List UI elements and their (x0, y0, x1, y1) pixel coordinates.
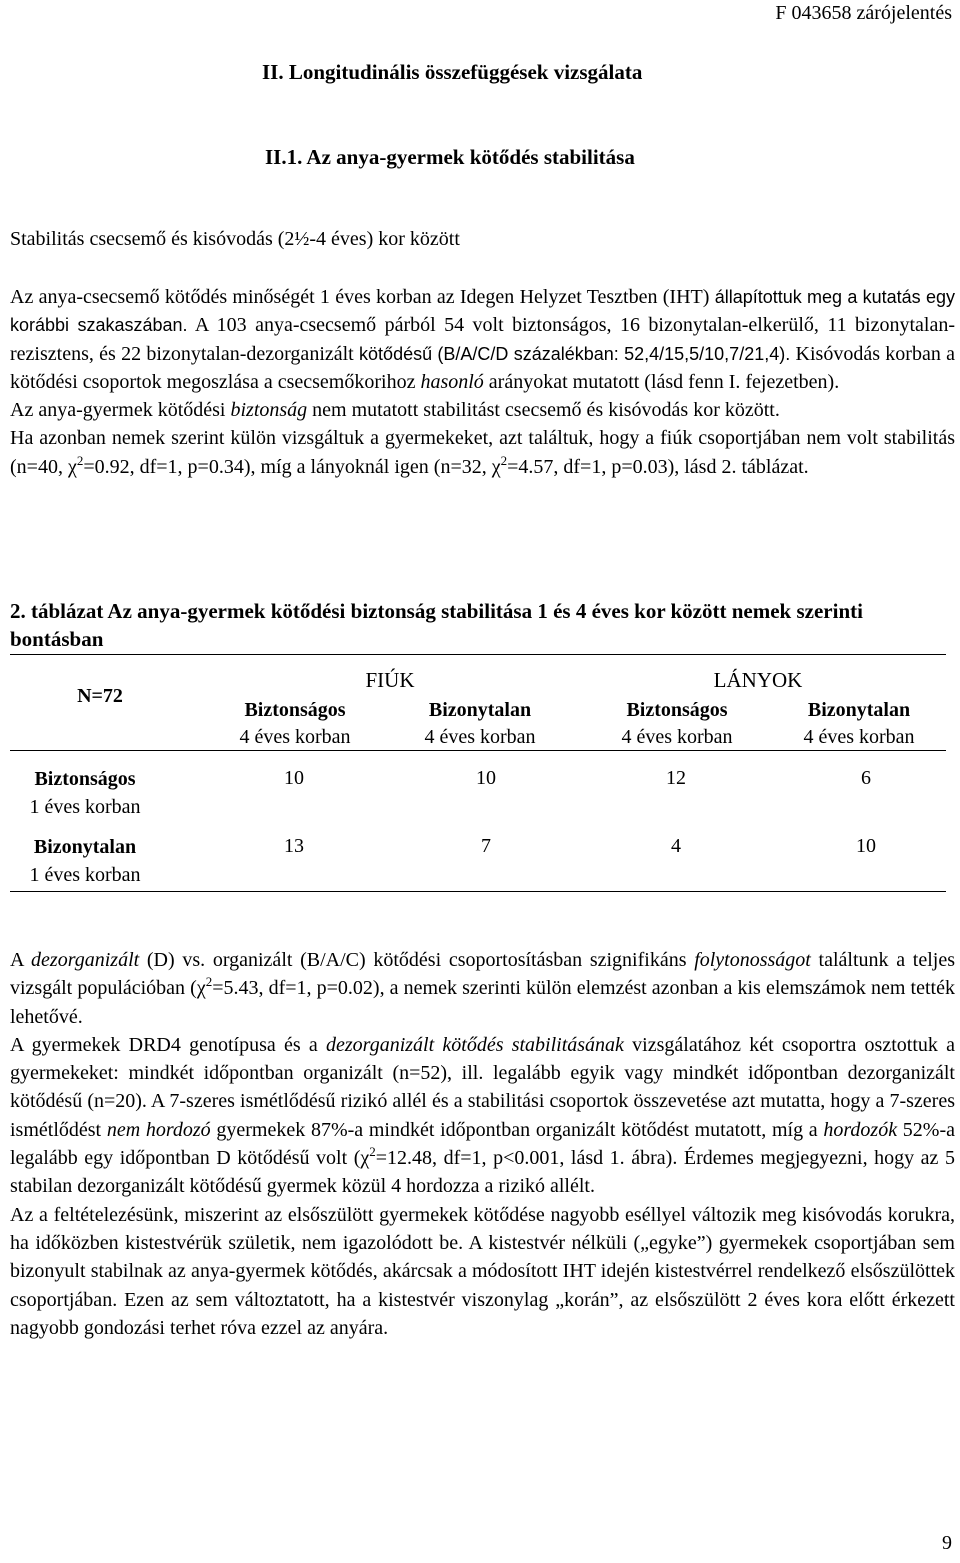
paragraph-body (10, 1031, 955, 1201)
col-boys-insecure (395, 697, 565, 751)
row-label-secure (10, 765, 160, 821)
page-number: 9 (942, 1532, 952, 1554)
text: vizsgálatához két csoportra osztottuk a gyermekeket: mindkét időpontban organizált (n=52), ill. legalább egyik vagy mindkét időpontban dezorganizált kötődésű (n=20). A 7-szeres ismétlődésű rizikó allél és a stabilitási csoportok összevetése azt mutatta, hogy a 7-szeres ismétlődést (10, 1033, 955, 1141)
table-divider (10, 750, 946, 751)
col-boys-secure (210, 697, 380, 751)
text: (D) vs. organizált (B/A/C) kötődési csoportosításban szignifikáns (139, 949, 695, 971)
n-label: N=72 (77, 685, 123, 707)
text: Kisóvodás korban a kötődési csoportok megoszlása a csecsemőkorihoz (10, 342, 956, 393)
paragraph-body (10, 283, 955, 396)
row-age: 1 éves korban (29, 864, 141, 886)
text: dezorganizált kötődés stabilitásának (326, 1033, 624, 1056)
text: =4.57, df=1, p=0.03), lásd 2. táblázat. (507, 456, 809, 479)
table-cell: 10 (856, 835, 876, 857)
table-cell: 12 (666, 767, 686, 789)
paragraph-body (10, 946, 955, 1031)
text: =5.43, df=1, p=0.02), a nemek szerinti külön elemzést azonban a kis elemszámok nem tették lehetővé. (10, 977, 955, 1028)
table-cell: 13 (284, 835, 304, 857)
col-girls-secure (592, 697, 762, 751)
col-age: 4 éves korban (621, 726, 733, 748)
row-label-insecure (10, 833, 160, 889)
col-age: 4 éves korban (239, 726, 351, 748)
text: A (10, 949, 32, 971)
section-title: II. Longitudinális összefüggések vizsgálata (262, 60, 643, 84)
text: =12.48, df=1, p<0.001, lásd 1. ábra). Érdemes megjegyezni, hogy az 5 stabilan dezorganizált kötődésű gyermek közül 4 hordozza a rizikó allélt. (10, 1147, 955, 1198)
text: Az anya-gyermek kötődési (10, 399, 231, 422)
text: gyermekek 87%-a mindkét időpontban organizált kötődést mutatott, míg a (210, 1118, 824, 1141)
text: hordozók (823, 1118, 898, 1141)
text: kötődésű (B/A/C/D százalékban: 52,4/15,5/10,7/21,4). (359, 343, 791, 364)
stability-table (10, 654, 946, 892)
paragraphs-results (10, 946, 955, 1342)
paragraph-body (10, 424, 955, 482)
col-label: Biztonságos (626, 699, 728, 721)
text: Ha azonban nemek szerint külön vizsgáltuk a gyermekeket, azt találtuk, hogy a fiúk csoportjában nem volt stabilitás (n=40, χ (10, 427, 955, 479)
subheading: Stabilitás csecsemő és kisóvodás (2½-4 éves) kor között (10, 228, 460, 250)
text: hasonló (420, 370, 484, 393)
text: Az anya-csecsemő kötődés minőségét 1 éves korban az Idegen Helyzet Tesztben (IHT) (10, 286, 715, 308)
col-age: 4 éves korban (803, 726, 915, 748)
superscript: 2 (500, 453, 508, 469)
text: biztonság (230, 399, 308, 422)
report-id: F 043658 zárójelentés (775, 2, 952, 24)
table-caption: 2. táblázat Az anya-gyermek kötődési biztonság stabilitása 1 és 4 éves kor között nemek szerinti bontásban (10, 599, 863, 651)
text: találtunk a teljes vizsgált populációban (χ (10, 949, 956, 1000)
text: A gyermekek DRD4 genotípusa és a (10, 1033, 326, 1056)
col-girls-insecure (774, 697, 944, 751)
table-cell: 4 (671, 835, 681, 857)
subsection-title: II.1. Az anya-gyermek kötődés stabilitása (265, 145, 635, 169)
paragraph-body (10, 396, 955, 424)
table-cell: 6 (861, 767, 871, 789)
table-cell: 10 (284, 767, 304, 789)
text: arányokat mutatott (lásd fenn I. fejezetben). (483, 370, 840, 393)
superscript: 2 (76, 453, 84, 469)
text: 52%-a legalább egy időpontban D kötődésű volt (χ (10, 1118, 956, 1170)
text: nem mutatott stabilitást csecsemő és kisóvodás kor között. (307, 399, 780, 422)
text: Az a feltételezésünk, miszerint az elsőszülött gyermekek kötődése nagyobb eséllyel változik meg kisóvodás korukra, ha időközben kistestvérük születik, nem igazolódott be. A kistestvér nélküli („egyke”) gyermekek csoportjában sem bizonyult stabilnak az anya-gyermek kötődés, akárcsak a módosított IHT idején kistestvérrel rendelkező elsőszülöttek csoportjában. Ezen az sem változtatott, ha a kistestvér viszonylag „korán”, az elsőszülött 2 éves kora előtt érkezett nagyobb gondozási terhet róva ezzel az anyára. (10, 1203, 955, 1339)
col-label: Bizonytalan (428, 699, 532, 721)
table-cell: 10 (476, 767, 496, 789)
row-label: Biztonságos (34, 768, 136, 790)
col-label: Biztonságos (244, 699, 346, 721)
row-label: Bizonytalan (33, 836, 137, 858)
table-cell: 7 (481, 835, 491, 857)
group-boys: FIÚK (365, 668, 415, 692)
text: dezorganizált (31, 949, 140, 971)
text: A 103 anya-csecsemő párból 54 volt biztonságos, 16 bizonytalan-elkerülő, 11 bizonytalan-rezisztens, és 22 bizonytalan-dezorganizált (10, 314, 955, 365)
text: nem hordozó (106, 1118, 211, 1141)
paragraph-body (10, 1201, 955, 1342)
group-girls: LÁNYOK (713, 668, 803, 692)
text: folytonosságot (694, 949, 811, 971)
row-age: 1 éves korban (29, 796, 141, 818)
superscript: 2 (369, 1144, 376, 1160)
col-age: 4 éves korban (424, 726, 536, 748)
paragraph-stability (10, 283, 955, 482)
superscript: 2 (205, 974, 213, 990)
text: =0.92, df=1, p=0.34), míg a lányoknál igen (n=32, χ (83, 456, 501, 479)
col-label: Bizonytalan (807, 699, 911, 721)
text: állapítottuk meg a kutatás egy korábbi szakaszában. (10, 287, 955, 336)
